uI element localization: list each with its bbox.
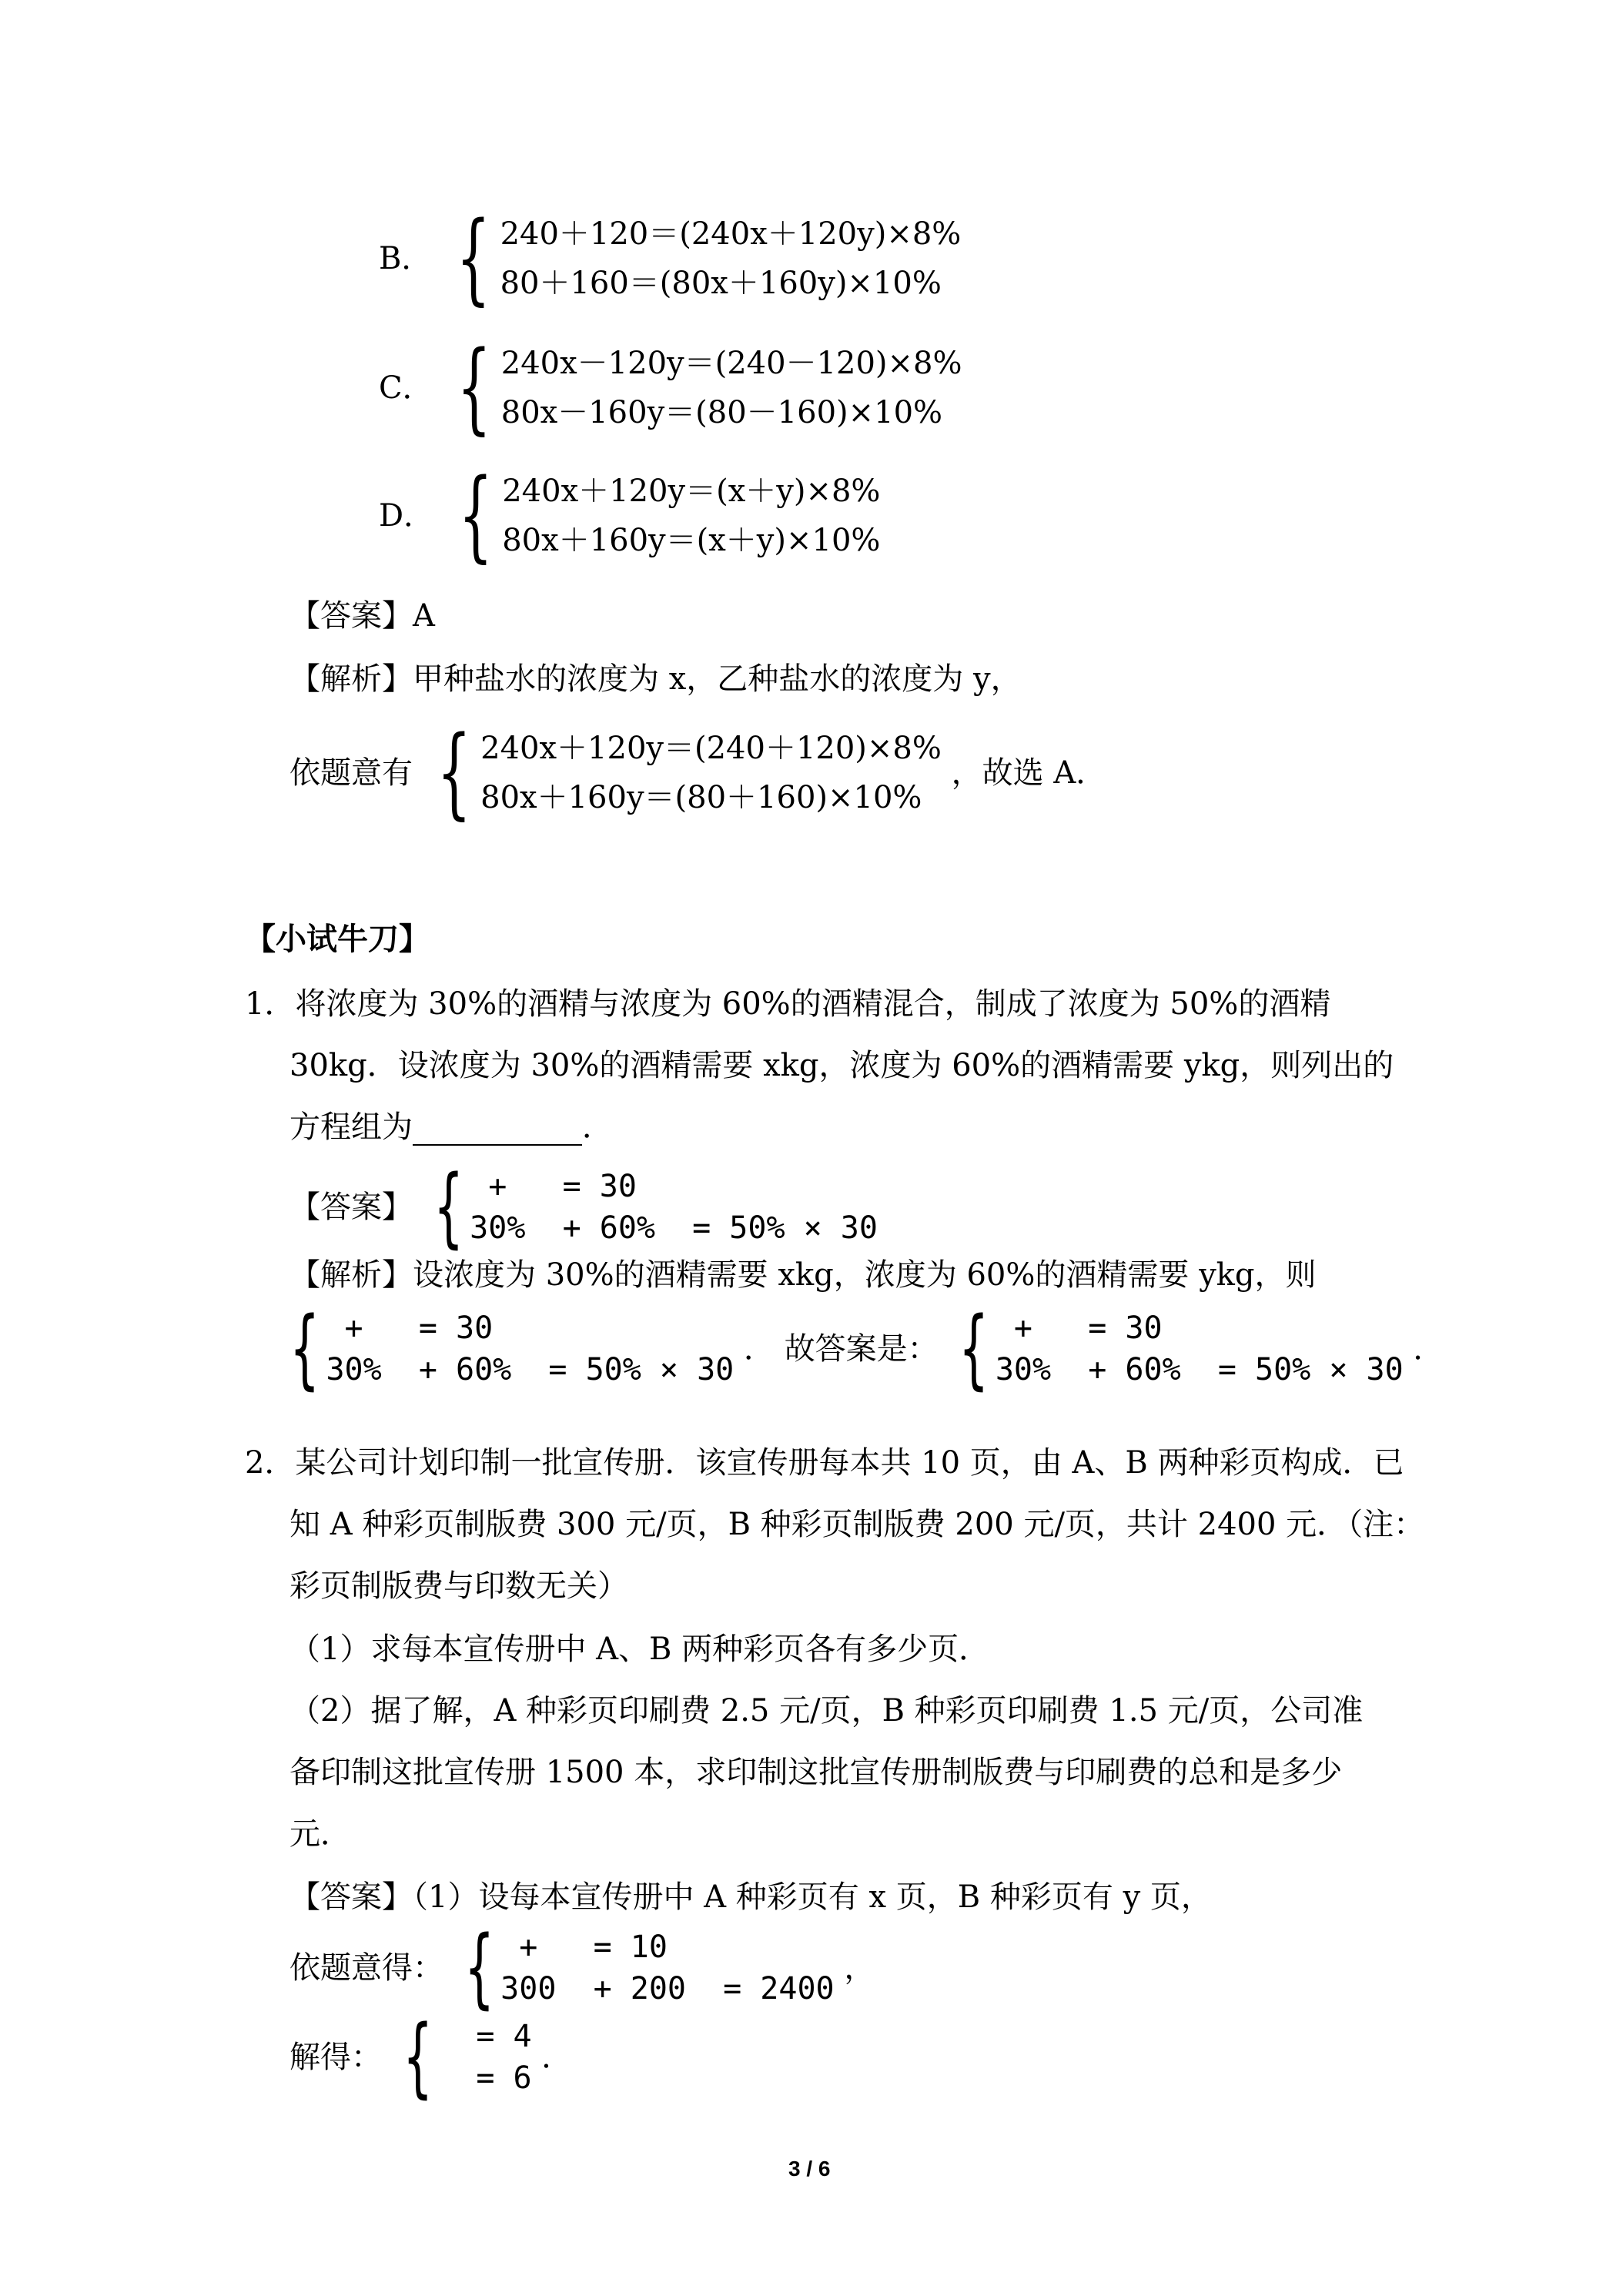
answer-line	[289, 597, 435, 634]
equation-line: 80x＋160y＝(x＋y)×10%	[502, 523, 881, 558]
option-label: C．	[379, 370, 433, 406]
answer-blank	[413, 1113, 582, 1146]
equation-line: = 4	[439, 2019, 532, 2054]
analysis-mid: 故答案是：	[784, 1331, 939, 1367]
q2-sub2-line3: 元．	[289, 1816, 351, 1852]
equation-line: 300 + 200 = 2400	[500, 1971, 835, 2006]
option-label: D．	[379, 498, 435, 534]
equation-line: 80＋160＝(80x＋160y)×10%	[500, 266, 942, 301]
left-brace: {	[458, 458, 493, 573]
left-brace: {	[456, 201, 491, 316]
analysis-text: 设浓度为 30%的酒精需要 xkg，浓度为 60%的酒精需要 ykg，则	[413, 1257, 1317, 1293]
analysis-tag: 【解析】	[289, 661, 413, 697]
answer-tag: 【答案】	[289, 598, 413, 634]
q2-equations	[289, 1918, 875, 2018]
sys-end: ．	[743, 1331, 775, 1367]
q2-text: 某公司计划印制一批宣传册．该宣传册每本共 10 页，由 A、B 两种彩页构成．已	[295, 1445, 1404, 1481]
q2-answer	[289, 1879, 1212, 1916]
q1-line2: 30kg．设浓度为 30%的酒精需要 xkg，浓度为 60%的酒精需要 ykg，则列出的	[289, 1048, 1394, 1083]
equation-line: + = 30	[995, 1310, 1163, 1346]
q1-analysis	[289, 1257, 1317, 1294]
analysis-text: 甲种盐水的浓度为 x，乙种盐水的浓度为 y，	[413, 661, 1022, 697]
answer-tag: 【答案】	[289, 1879, 413, 1915]
left-brace: {	[403, 2007, 432, 2107]
equation-line: 80x－160y＝(80－160)×10%	[500, 395, 943, 430]
option-c	[379, 330, 962, 445]
equation-system	[423, 715, 942, 830]
sol-lead: 解得：	[289, 2040, 382, 2075]
equation-system	[392, 2007, 532, 2107]
q2-line2: 知 A 种彩页制版费 300 元/页，B 种彩页制版费 200 元/页，共计 2400 元．（注：	[289, 1507, 1425, 1542]
option-label: B．	[379, 241, 433, 276]
q2-sub2-line2: 备印制这批宣传册 1500 本，求印制这批宣传册制版费与印刷费的总和是多少	[289, 1755, 1343, 1790]
q2-sub1: （1）求每本宣传册中 A、B 两种彩页各有多少页．	[289, 1632, 990, 1667]
answer-value: A	[413, 598, 435, 634]
equation-system	[443, 330, 962, 445]
equation-system	[279, 1299, 735, 1399]
equation-line: 80x＋160y＝(80＋160)×10%	[480, 780, 922, 815]
equation-system	[442, 201, 962, 316]
answer-text: （1）设每本宣传册中 A 种彩页有 x 页，B 种彩页有 y 页，	[413, 1879, 1212, 1915]
equation-line: 30% + 60% = 50% × 30	[470, 1210, 878, 1246]
analysis-tag: 【解析】	[289, 1257, 413, 1293]
left-brace: {	[457, 330, 492, 445]
equation-line: + = 30	[326, 1310, 494, 1346]
q2-sub2-line1: （2）据了解，A 种彩页印刷费 2.5 元/页，B 种彩页印刷费 1.5 元/页，公司准	[289, 1693, 1364, 1729]
eq-end: ，	[844, 1950, 875, 1986]
q2-solution	[289, 2007, 573, 2107]
page-number: 3 / 6	[788, 2157, 831, 2181]
analysis-line	[289, 661, 1022, 698]
equation-line: 240＋120＝(240x＋120y)×8%	[500, 216, 962, 252]
left-brace: {	[959, 1299, 989, 1399]
equation-line: = 6	[439, 2060, 532, 2096]
equation-system	[423, 1157, 878, 1257]
analysis-tail: ，故选 A．	[951, 755, 1107, 791]
equation-line: 240x＋120y＝(x＋y)×8%	[502, 474, 881, 509]
q2-line3: 彩页制版费与印数无关）	[289, 1568, 628, 1604]
q1-line3	[289, 1109, 613, 1146]
left-brace: {	[433, 1157, 463, 1257]
left-brace: {	[437, 715, 471, 830]
q1-answer	[289, 1157, 878, 1257]
equation-system	[948, 1299, 1404, 1399]
q1-text: 将浓度为 30%的酒精与浓度为 60%的酒精混合，制成了浓度为 50%的酒精	[295, 986, 1331, 1022]
q1-line3-text: 方程组为	[289, 1110, 413, 1145]
equation-line: + = 10	[500, 1930, 668, 1965]
equation-line: + = 30	[470, 1169, 637, 1204]
q1-analysis-systems	[279, 1299, 1444, 1399]
q2-number: 2．	[245, 1445, 296, 1481]
left-brace: {	[290, 1299, 320, 1399]
q2-line1	[245, 1444, 1404, 1481]
equation-system	[453, 1918, 835, 2018]
equation-system	[444, 458, 881, 573]
left-brace: {	[464, 1918, 494, 2018]
sol-end: ．	[541, 2040, 573, 2075]
equation-line: 240x＋120y＝(240＋120)×8%	[480, 731, 942, 766]
equation-line: 240x－120y＝(240－120)×8%	[500, 346, 962, 381]
analysis-lead: 依题意有	[289, 755, 413, 791]
eq-lead: 依题意得：	[289, 1950, 443, 1986]
q1-number: 1．	[245, 986, 296, 1022]
analysis-system	[289, 715, 1107, 830]
equation-line: 30% + 60% = 50% × 30	[995, 1352, 1404, 1387]
equation-line: 30% + 60% = 50% × 30	[326, 1352, 735, 1387]
sys-end: ．	[1413, 1331, 1444, 1367]
section-title: 【小试牛刀】	[245, 921, 430, 957]
option-b	[379, 201, 962, 316]
answer-tag: 【答案】	[289, 1190, 413, 1225]
q1-line3-end: ．	[582, 1110, 613, 1145]
option-d	[379, 458, 881, 573]
q1-line1	[245, 986, 1330, 1022]
